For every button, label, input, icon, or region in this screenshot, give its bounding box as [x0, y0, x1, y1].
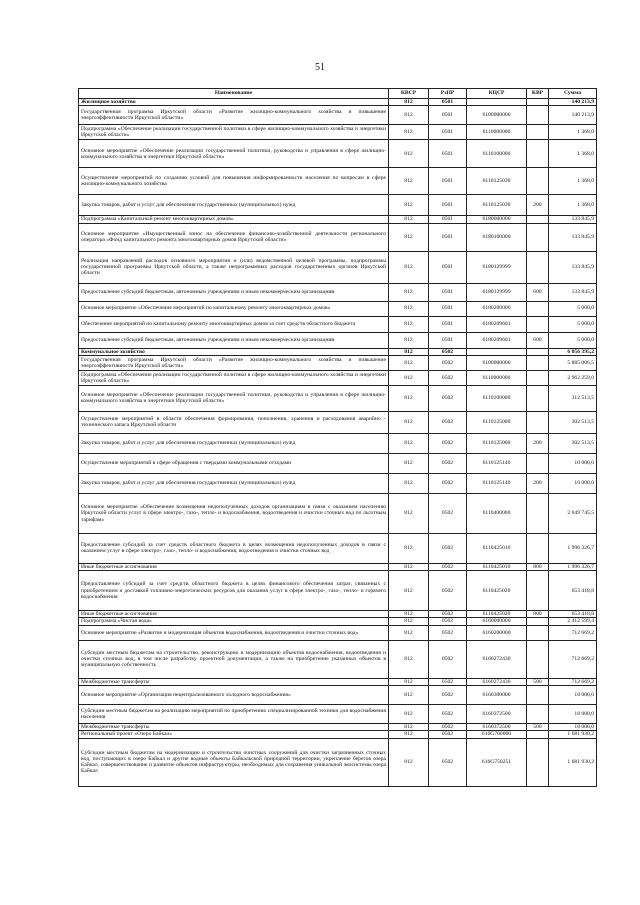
- cell-rzpr: 0501: [429, 195, 467, 216]
- cell-kvr: [527, 640, 549, 678]
- cell-rzpr: 0501: [429, 99, 467, 106]
- cell-rzpr: 0502: [429, 533, 467, 563]
- column-header-name: Наименование: [79, 89, 389, 99]
- cell-name: Основное мероприятие «Развитие и модернизация объектов водоснабжения, водоотведения и очистки сточных вод»: [79, 625, 389, 640]
- cell-kcsr: 616G700000: [467, 731, 527, 738]
- cell-name: Закупка товаров, работ и услуг для обеспечения государственных (муниципальных) нужд: [79, 473, 389, 493]
- cell-name: Государственная программа Иркутской области «Развитие жилищно-коммунального хозяйства и повышение энергоэффективности Иркутской области»: [79, 106, 389, 125]
- table-row: [79, 140, 597, 168]
- cell-name: Закупка товаров, работ и услуг для обеспечения государственных (муниципальных) нужд: [79, 433, 389, 453]
- cell-kvsr: 812: [389, 385, 429, 411]
- cell-kcsr: 6110125000: [467, 411, 527, 433]
- cell-kvr: [527, 493, 549, 533]
- cell-kvsr: 812: [389, 370, 429, 385]
- cell-rzpr: 0502: [429, 686, 467, 705]
- cell-name: Подпрограмма «Капитальный ремонт многоквартирных домов»: [79, 216, 389, 223]
- cell-kcsr: 6110000000: [467, 125, 527, 140]
- table-row: [79, 348, 597, 355]
- table-row: [79, 411, 597, 433]
- cell-name: Обеспечение мероприятий по капитальному ремонту многоквартирных домов за счет средств областного бюджета: [79, 316, 389, 332]
- cell-rzpr: 0501: [429, 283, 467, 301]
- cell-sum: 1 368,0: [549, 125, 597, 140]
- cell-kvsr: 812: [389, 348, 429, 355]
- cell-rzpr: 0502: [429, 563, 467, 570]
- cell-name: Подпрограмма «Чистая вода»: [79, 618, 389, 625]
- cell-kvsr: 812: [389, 195, 429, 216]
- cell-name: Закупка товаров, работ и услуг для обеспечения государственных (муниципальных) нужд: [79, 195, 389, 216]
- cell-sum: 5 000,0: [549, 316, 597, 332]
- cell-rzpr: 0501: [429, 316, 467, 332]
- table-row: [79, 686, 597, 705]
- cell-kvr: [527, 625, 549, 640]
- cell-kvsr: 812: [389, 618, 429, 625]
- cell-kcsr: 6180100000: [467, 223, 527, 251]
- table-row: [79, 724, 597, 731]
- cell-kvsr: 812: [389, 611, 429, 618]
- cell-kvsr: 812: [389, 686, 429, 705]
- cell-kvr: [527, 411, 549, 433]
- column-header-kcsr: КЦСР: [467, 89, 527, 99]
- table-row: [79, 453, 597, 473]
- cell-kvr: 600: [527, 283, 549, 301]
- column-header-kvsr: КВСР: [389, 89, 429, 99]
- cell-rzpr: 0502: [429, 385, 467, 411]
- cell-kvr: [527, 316, 549, 332]
- cell-name: Основное мероприятие «Организация нецентрализованного холодного водоснабжения»: [79, 686, 389, 705]
- cell-sum: 712 669,2: [549, 640, 597, 678]
- cell-rzpr: 0502: [429, 370, 467, 385]
- table-row: [79, 316, 597, 332]
- cell-name: Осуществление мероприятий в области обеспечения формирования, пополнения, хранения и расходования аварийно - технического запаса Иркутской области: [79, 411, 389, 433]
- cell-kvr: [527, 731, 549, 738]
- cell-kvr: 200: [527, 433, 549, 453]
- cell-rzpr: 0501: [429, 251, 467, 283]
- cell-sum: 6 056 395,2: [549, 348, 597, 355]
- cell-name: Реализация направлений расходов основного мероприятия и (или) ведомственной целевой программы, подпрограммы государственной программы Иркутской области, а также непрограммных расходов государственных органов Иркутской области: [79, 251, 389, 283]
- cell-sum: 1 996 326,7: [549, 563, 597, 570]
- cell-sum: 140 213,9: [549, 106, 597, 125]
- cell-kcsr: 6180000000: [467, 216, 527, 223]
- cell-kvsr: 812: [389, 106, 429, 125]
- table-row: [79, 678, 597, 685]
- cell-kvsr: 812: [389, 625, 429, 640]
- cell-kvsr: 812: [389, 99, 429, 106]
- cell-kvr: 800: [527, 611, 549, 618]
- table-row: [79, 473, 597, 493]
- cell-kvr: 200: [527, 195, 549, 216]
- table-row: [79, 370, 597, 385]
- cell-kcsr: 6160272430: [467, 640, 527, 678]
- cell-name: Предоставление субсидий бюджетным, автономным учреждениям и иным некоммерческим организациям: [79, 283, 389, 301]
- cell-rzpr: 0501: [429, 168, 467, 195]
- table-row: [79, 705, 597, 724]
- table-row: [79, 283, 597, 301]
- cell-name: Предоставление субсидий бюджетным, автономным учреждениям и иным некоммерческим организациям: [79, 332, 389, 348]
- cell-rzpr: 0502: [429, 738, 467, 786]
- cell-kvr: 500: [527, 724, 549, 731]
- cell-sum: 712 669,2: [549, 625, 597, 640]
- cell-sum: 2 649 745,5: [549, 493, 597, 533]
- table-row: [79, 571, 597, 611]
- cell-sum: 10 000,0: [549, 453, 597, 473]
- cell-sum: 140 213,9: [549, 99, 597, 106]
- table-row: [79, 385, 597, 411]
- cell-name: Иные бюджетные ассигнования: [79, 611, 389, 618]
- cell-sum: 1 368,0: [549, 195, 597, 216]
- cell-kvsr: 812: [389, 493, 429, 533]
- column-header-rzpr: РзПР: [429, 89, 467, 99]
- cell-kcsr: 6110400000: [467, 493, 527, 533]
- cell-rzpr: 0502: [429, 411, 467, 433]
- budget-table: [78, 88, 597, 787]
- cell-kcsr: 6180209601: [467, 332, 527, 348]
- cell-kvr: 200: [527, 473, 549, 493]
- cell-kvr: [527, 125, 549, 140]
- table-row: [79, 738, 597, 786]
- cell-kvr: [527, 686, 549, 705]
- cell-kcsr: 6110425010: [467, 563, 527, 570]
- cell-kcsr: 6110125030: [467, 195, 527, 216]
- cell-name: Коммунальное хозяйство: [79, 348, 389, 355]
- cell-kvr: [527, 251, 549, 283]
- cell-sum: 18 000,0: [549, 705, 597, 724]
- cell-kvsr: 812: [389, 216, 429, 223]
- cell-kvsr: 812: [389, 731, 429, 738]
- cell-kcsr: 6160272430: [467, 678, 527, 685]
- cell-sum: 712 669,2: [549, 678, 597, 685]
- table-row: [79, 493, 597, 533]
- cell-rzpr: 0502: [429, 433, 467, 453]
- cell-kcsr: 6180129999: [467, 283, 527, 301]
- cell-kcsr: 6100000000: [467, 355, 527, 370]
- cell-kvsr: 812: [389, 223, 429, 251]
- cell-name: Основное мероприятие «Обеспечение реализации государственной политики, руководства и управления в сфере жилищно-коммунального хозяйства и энергетики Иркутской области»: [79, 140, 389, 168]
- cell-kvsr: 812: [389, 168, 429, 195]
- cell-sum: 2 962 259,0: [549, 370, 597, 385]
- cell-kcsr: 616G750251: [467, 738, 527, 786]
- cell-kvsr: 812: [389, 301, 429, 316]
- table-row: [79, 216, 597, 223]
- cell-sum: 133 845,9: [549, 223, 597, 251]
- cell-name: Иные бюджетные ассигнования: [79, 563, 389, 570]
- cell-kcsr: 6160372500: [467, 705, 527, 724]
- cell-kvr: [527, 385, 549, 411]
- cell-sum: 653 418,8: [549, 611, 597, 618]
- cell-kvsr: 812: [389, 738, 429, 786]
- table-row: [79, 611, 597, 618]
- cell-sum: 1 368,0: [549, 168, 597, 195]
- cell-sum: 653 418,8: [549, 571, 597, 611]
- table-row: [79, 301, 597, 316]
- table-row: [79, 168, 597, 195]
- table-row: [79, 625, 597, 640]
- cell-sum: 5 885 006,5: [549, 355, 597, 370]
- table-row: [79, 195, 597, 216]
- cell-sum: 5 000,0: [549, 301, 597, 316]
- cell-kcsr: 6110100000: [467, 140, 527, 168]
- column-header-kvr: КВР: [527, 89, 549, 99]
- table-row: [79, 640, 597, 678]
- table-row: [79, 731, 597, 738]
- table-row: [79, 355, 597, 370]
- cell-kvsr: 812: [389, 724, 429, 731]
- cell-sum: 312 513,5: [549, 385, 597, 411]
- cell-name: Предоставление субсидий за счет средств областного бюджета в целях финансового обеспечения затрат, связанных с приобретением и доставкой топливно-энергетических ресурсов для оказания услуг в сфере электро-, газо-, тепло- и горячего водоснабжения: [79, 571, 389, 611]
- cell-sum: 18 000,0: [549, 724, 597, 731]
- table-row: [79, 433, 597, 453]
- cell-kvr: [527, 216, 549, 223]
- cell-kvr: [527, 453, 549, 473]
- cell-name: Основное мероприятие «Обеспечение реализации государственной политики, руководства и управления в сфере жилищно-коммунального хозяйства и энергетики Иркутской области»: [79, 385, 389, 411]
- table-row: [79, 251, 597, 283]
- cell-kcsr: 6110100000: [467, 385, 527, 411]
- cell-kvsr: 812: [389, 251, 429, 283]
- cell-sum: 133 845,9: [549, 283, 597, 301]
- cell-kvr: [527, 533, 549, 563]
- cell-rzpr: 0502: [429, 724, 467, 731]
- cell-kcsr: 6180200000: [467, 301, 527, 316]
- cell-kcsr: 6160372500: [467, 724, 527, 731]
- cell-kvr: [527, 99, 549, 106]
- cell-name: Субсидии местным бюджетам на строительство, реконструкцию и модернизацию объектов водоснабжения, водоотведения и очистки сточных вод, в том числе разработку проектной документации, а также на приобретение указанных объектов в муниципальную собственность: [79, 640, 389, 678]
- cell-kvr: [527, 571, 549, 611]
- cell-sum: 1 681 930,2: [549, 738, 597, 786]
- cell-kvsr: 812: [389, 678, 429, 685]
- cell-name: Субсидии местным бюджетам на реализацию мероприятий по приобретению специализированной техники для водоснабжения населения: [79, 705, 389, 724]
- cell-kcsr: 6180129999: [467, 251, 527, 283]
- cell-name: Субсидии местным бюджетам на модернизацию и строительство очистных сооружений для очистки загрязненных сточных вод, поступающих в озеро Байкал и другие водные объекты Байкальской природной территории, укрепление берегов озера Байкал, совершенствование и развитие объектов инфраструктуры, необходимых для сохранения уникальной экосистемы озера Байкал: [79, 738, 389, 786]
- cell-kcsr: 6100000000: [467, 106, 527, 125]
- cell-kvr: [527, 106, 549, 125]
- cell-rzpr: 0502: [429, 678, 467, 685]
- cell-name: Осуществление мероприятий в сфере обращения с твердыми коммунальными отходами: [79, 453, 389, 473]
- cell-kvr: [527, 140, 549, 168]
- table-row: [79, 223, 597, 251]
- cell-rzpr: 0501: [429, 125, 467, 140]
- cell-kcsr: 6110125030: [467, 168, 527, 195]
- cell-rzpr: 0501: [429, 332, 467, 348]
- cell-kvsr: 812: [389, 473, 429, 493]
- cell-name: Межбюджетные трансферты: [79, 678, 389, 685]
- cell-kcsr: [467, 99, 527, 106]
- cell-name: Предоставление субсидий за счет средств областного бюджета в целях возмещения недополученных доходов в связи с оказанием услуг в сфере электро-, газо-, тепло- и водоснабжения, водоотведения и очистки сточных вод: [79, 533, 389, 563]
- cell-kvr: [527, 355, 549, 370]
- cell-name: Подпрограмма «Обеспечение реализации государственной политики в сфере жилищно-коммунального хозяйства и энергетики Иркутской области»: [79, 125, 389, 140]
- cell-name: Межбюджетные трансферты: [79, 724, 389, 731]
- cell-kcsr: 6110125000: [467, 433, 527, 453]
- cell-kcsr: 6160000000: [467, 618, 527, 625]
- cell-rzpr: 0501: [429, 301, 467, 316]
- cell-sum: 2 412 599,4: [549, 618, 597, 625]
- cell-rzpr: 0502: [429, 731, 467, 738]
- column-header-sum: Сумма: [549, 89, 597, 99]
- cell-kcsr: 6110425010: [467, 533, 527, 563]
- table-row: [79, 106, 597, 125]
- cell-kvr: [527, 738, 549, 786]
- cell-kvsr: 812: [389, 705, 429, 724]
- table-row: [79, 618, 597, 625]
- cell-rzpr: 0502: [429, 611, 467, 618]
- cell-kvr: [527, 223, 549, 251]
- cell-kvsr: 812: [389, 453, 429, 473]
- cell-kcsr: 6110425020: [467, 611, 527, 618]
- cell-kcsr: 6160200000: [467, 625, 527, 640]
- cell-kvr: [527, 168, 549, 195]
- cell-kvsr: 812: [389, 332, 429, 348]
- cell-kvr: 800: [527, 563, 549, 570]
- cell-rzpr: 0502: [429, 473, 467, 493]
- table-row: [79, 99, 597, 106]
- cell-sum: 1 368,0: [549, 140, 597, 168]
- cell-rzpr: 0501: [429, 223, 467, 251]
- cell-name: Осуществление мероприятий по созданию условий для повышения информированности населения по вопросам в сфере жилищно-коммунального хозяйства: [79, 168, 389, 195]
- cell-kvr: [527, 348, 549, 355]
- cell-kvsr: 812: [389, 355, 429, 370]
- cell-kcsr: 6110425020: [467, 571, 527, 611]
- cell-sum: 302 513,5: [549, 433, 597, 453]
- cell-sum: 1 996 326,7: [549, 533, 597, 563]
- table-body: [79, 99, 597, 787]
- cell-rzpr: 0502: [429, 355, 467, 370]
- cell-rzpr: 0502: [429, 493, 467, 533]
- cell-kvsr: 812: [389, 571, 429, 611]
- cell-kvr: [527, 618, 549, 625]
- cell-kcsr: 6160300000: [467, 686, 527, 705]
- cell-kvsr: 812: [389, 533, 429, 563]
- cell-kvsr: 812: [389, 125, 429, 140]
- cell-kvr: [527, 301, 549, 316]
- cell-name: Региональный проект «Озеро Байкал»: [79, 731, 389, 738]
- table-row: [79, 332, 597, 348]
- cell-sum: 302 513,5: [549, 411, 597, 433]
- cell-kvr: [527, 705, 549, 724]
- cell-kcsr: 6180209601: [467, 316, 527, 332]
- cell-kcsr: 6110000000: [467, 370, 527, 385]
- cell-name: Подпрограмма «Обеспечение реализации государственной политики в сфере жилищно-коммунального хозяйства и энергетики Иркутской области»: [79, 370, 389, 385]
- cell-name: Основное мероприятие «Обеспечение мероприятий по капитальному ремонту многоквартирных домов»: [79, 301, 389, 316]
- cell-sum: 5 000,0: [549, 332, 597, 348]
- cell-kvsr: 812: [389, 563, 429, 570]
- table-row: [79, 533, 597, 563]
- cell-kvr: 600: [527, 332, 549, 348]
- cell-rzpr: 0501: [429, 216, 467, 223]
- table-header-row: [79, 89, 597, 99]
- cell-kcsr: 6110125140: [467, 453, 527, 473]
- cell-sum: 10 000,0: [549, 473, 597, 493]
- cell-rzpr: 0502: [429, 705, 467, 724]
- cell-rzpr: 0502: [429, 625, 467, 640]
- cell-kvr: 500: [527, 678, 549, 685]
- cell-kvsr: 812: [389, 411, 429, 433]
- cell-sum: 133 845,9: [549, 251, 597, 283]
- cell-name: Государственная программа Иркутской области «Развитие жилищно-коммунального хозяйства и повышение энергоэффективности Иркутской области»: [79, 355, 389, 370]
- cell-rzpr: 0502: [429, 640, 467, 678]
- cell-kvsr: 812: [389, 433, 429, 453]
- cell-kvsr: 812: [389, 316, 429, 332]
- table-row: [79, 563, 597, 570]
- cell-sum: 18 000,0: [549, 686, 597, 705]
- cell-name: Основное мероприятие «Имущественный взнос на обеспечение финансово-хозяйственной деятельности регионального оператора «Фонд капитального ремонта многоквартирных домов Иркутской области»: [79, 223, 389, 251]
- cell-kvsr: 812: [389, 640, 429, 678]
- cell-kcsr: 6110125140: [467, 473, 527, 493]
- cell-rzpr: 0501: [429, 106, 467, 125]
- table-row: [79, 125, 597, 140]
- cell-kcsr: [467, 348, 527, 355]
- cell-rzpr: 0501: [429, 140, 467, 168]
- cell-rzpr: 0502: [429, 348, 467, 355]
- cell-kvsr: 812: [389, 140, 429, 168]
- cell-rzpr: 0502: [429, 453, 467, 473]
- cell-name: Основное мероприятие «Обеспечение возмещения недополученных доходов организациям в связи с оказанием населению Иркутской области услуг в сфере электро-, газо-, тепло- и водоснабжения, водоотведения и очистки сточных вод по льготным тарифам»: [79, 493, 389, 533]
- page-number: 51: [315, 62, 325, 73]
- cell-kvsr: 812: [389, 283, 429, 301]
- cell-sum: 1 681 930,2: [549, 731, 597, 738]
- cell-rzpr: 0502: [429, 571, 467, 611]
- cell-sum: 133 845,9: [549, 216, 597, 223]
- cell-kvr: [527, 370, 549, 385]
- cell-name: Жилищное хозяйство: [79, 99, 389, 106]
- cell-rzpr: 0502: [429, 618, 467, 625]
